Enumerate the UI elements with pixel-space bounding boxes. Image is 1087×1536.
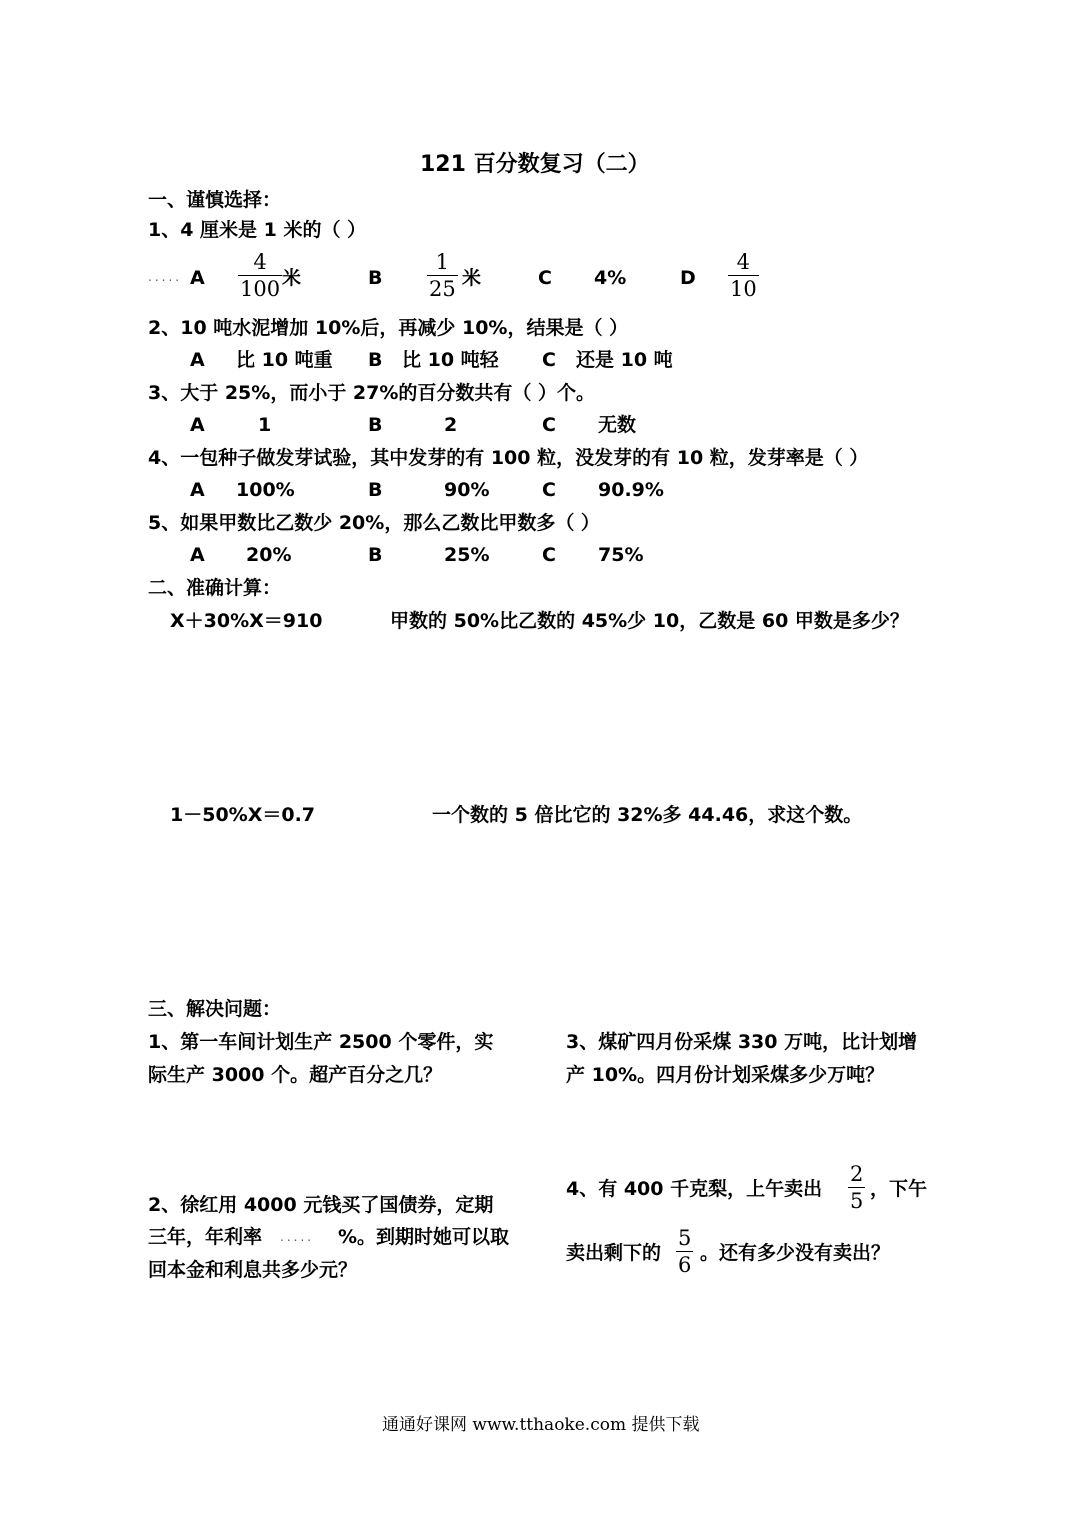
blank-line: .....	[280, 1230, 315, 1244]
section3-heading: 三、解决问题：	[148, 998, 282, 1020]
dot-leader: .....	[148, 270, 183, 284]
section2-heading: 二、准确计算：	[148, 577, 282, 599]
q1-option-a-fraction	[238, 250, 282, 301]
q3-stem: 3、大于 25%，而小于 27%的百分数共有（ ）个。	[148, 382, 596, 404]
q2-option-c-text: 还是 10 吨	[576, 349, 673, 371]
q4-stem: 4、一包种子做发芽试验，其中发芽的有 100 粒，没发芽的有 10 粒，发芽率是（ ）	[148, 447, 869, 469]
q3-option-a-label: A	[190, 414, 205, 436]
q1-option-c-label: C	[538, 267, 552, 289]
fraction-bar	[676, 1251, 693, 1252]
equation-2: 1－50%X＝0.7	[170, 804, 316, 826]
q5-option-c-text: 75%	[598, 544, 644, 566]
fraction-denominator: 5	[850, 1189, 864, 1213]
fraction-denominator: 100	[240, 277, 281, 301]
q4-option-b-text: 90%	[444, 479, 490, 501]
problem-2-line-2b: %。到期时她可以取	[338, 1226, 510, 1248]
fraction-numerator: 4	[253, 250, 267, 274]
q3-option-b-text: 2	[444, 414, 458, 436]
problem-1-line-2: 际生产 3000 个。超产百分之几？	[148, 1064, 443, 1086]
problem-3-line-2: 产 10%。四月份计划采煤多少万吨？	[566, 1064, 885, 1086]
fraction-numerator: 2	[850, 1162, 864, 1186]
q4-option-c-label: C	[542, 479, 556, 501]
problem-3-line-1: 3、煤矿四月份采煤 330 万吨，比计划增	[566, 1031, 918, 1053]
fraction-bar	[238, 275, 282, 276]
problem-4-fraction-1	[848, 1162, 865, 1213]
word-problem-2: 一个数的 5 倍比它的 32%多 44.46，求这个数。	[432, 804, 863, 826]
q5-stem: 5、如果甲数比乙数少 20%，那么乙数比甲数多（ ）	[148, 512, 600, 534]
q5-option-a-label: A	[190, 544, 205, 566]
q4-option-a-label: A	[190, 479, 205, 501]
q1-option-b-unit: 米	[462, 267, 482, 289]
q1-option-a-unit: 米	[282, 267, 302, 289]
q1-option-c-text: 4%	[594, 267, 627, 289]
fraction-numerator: 4	[736, 250, 751, 274]
q4-option-b-label: B	[368, 479, 383, 501]
fraction-bar	[728, 275, 759, 276]
q3-option-c-label: C	[542, 414, 556, 436]
q1-stem: 1、4 厘米是 1 米的（ ）	[148, 219, 367, 241]
q3-option-c-text: 无数	[598, 414, 637, 436]
equation-1: X＋30%X＝910	[170, 610, 323, 632]
fraction-denominator: 25	[429, 277, 456, 301]
problem-4-line-2a: 卖出剩下的	[566, 1242, 662, 1264]
q4-option-c-text: 90.9%	[598, 479, 664, 501]
fraction-bar	[427, 275, 458, 276]
fraction-denominator: 10	[730, 277, 757, 301]
q5-option-b-text: 25%	[444, 544, 490, 566]
fraction-numerator: 5	[678, 1226, 692, 1250]
page-title: 121 百分数复习（二）	[420, 152, 650, 177]
q1-option-d-fraction	[728, 250, 759, 301]
q5-option-c-label: C	[542, 544, 556, 566]
q2-option-b-label: B	[368, 349, 383, 371]
problem-2-line-2a: 三年，年利率	[148, 1226, 263, 1248]
q4-option-a-text: 100%	[236, 479, 295, 501]
fraction-numerator: 1	[435, 250, 450, 274]
fraction-bar	[848, 1187, 865, 1188]
q1-option-a-label: A	[190, 267, 205, 289]
q2-stem: 2、10 吨水泥增加 10%后，再减少 10%，结果是（ ）	[148, 317, 629, 339]
q1-option-b-fraction	[427, 250, 458, 301]
problem-4-line-1b: ，下午	[870, 1178, 928, 1200]
page-footer: 通通好课网 www.tthaoke.com 提供下载	[382, 1415, 700, 1435]
problem-2-line-3: 回本金和利息共多少元？	[148, 1259, 358, 1281]
q5-option-b-label: B	[368, 544, 383, 566]
q2-option-c-label: C	[542, 349, 556, 371]
problem-1-line-1: 1、第一车间计划生产 2500 个零件，实	[148, 1031, 494, 1053]
problem-4-line-2b: 。还有多少没有卖出？	[700, 1242, 891, 1264]
q2-option-b-text: 比 10 吨轻	[402, 349, 499, 371]
problem-4-line-1a: 4、有 400 千克梨，上午卖出	[566, 1178, 823, 1200]
q2-option-a-text: 比 10 吨重	[236, 349, 333, 371]
q1-option-d-label: D	[680, 267, 696, 289]
fraction-denominator: 6	[678, 1253, 692, 1277]
word-problem-1: 甲数的 50%比乙数的 45%少 10，乙数是 60 甲数是多少？	[390, 610, 909, 632]
q5-option-a-text: 20%	[246, 544, 292, 566]
q2-option-a-label: A	[190, 349, 205, 371]
q1-option-b-label: B	[368, 267, 383, 289]
problem-4-fraction-2	[676, 1226, 693, 1277]
problem-2-line-1: 2、徐红用 4000 元钱买了国债券，定期	[148, 1194, 494, 1216]
section1-heading: 一、谨慎选择：	[148, 189, 282, 211]
q3-option-a-text: 1	[258, 414, 272, 436]
q3-option-b-label: B	[368, 414, 383, 436]
